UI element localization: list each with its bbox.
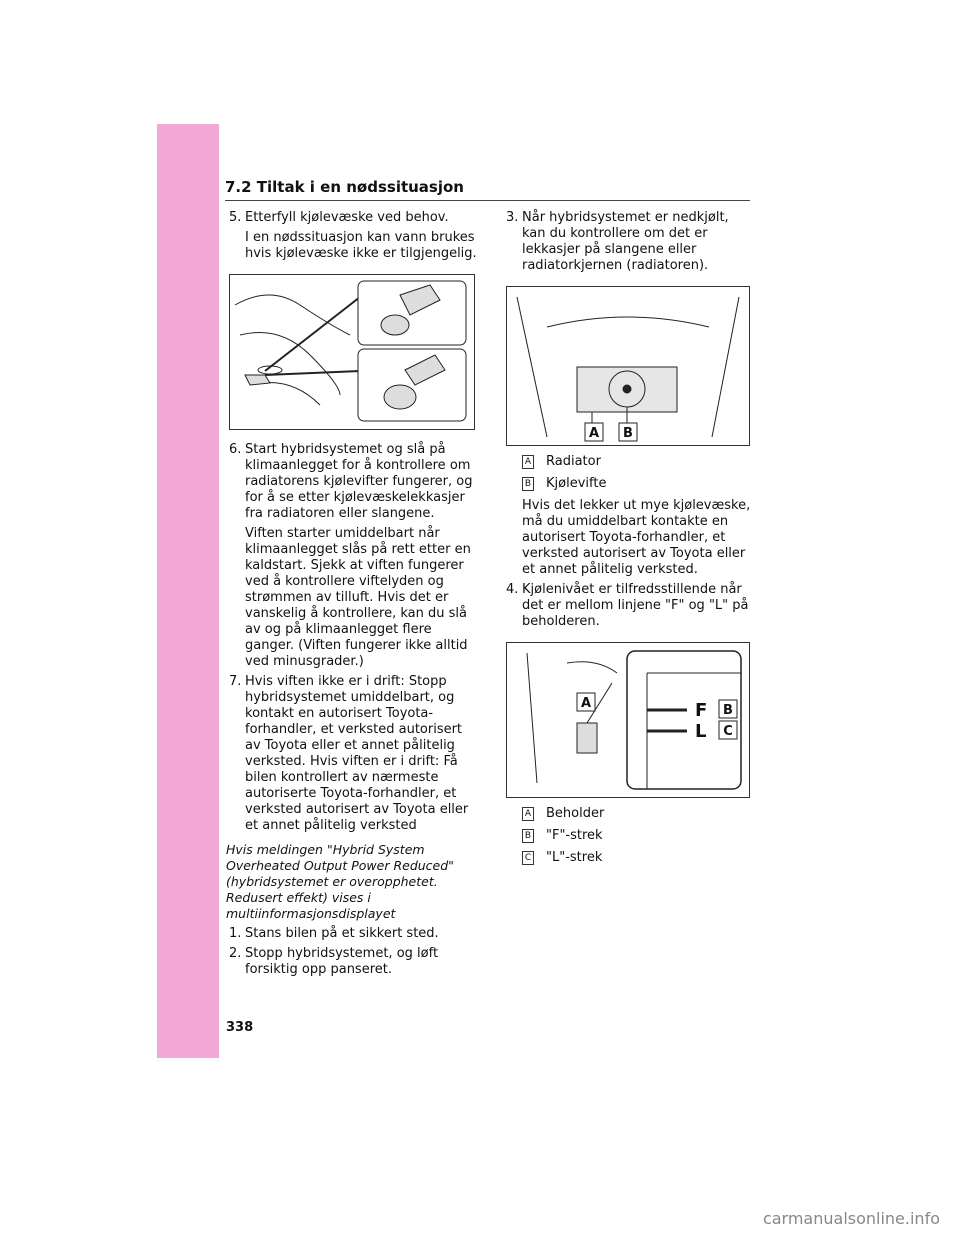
legend-l-line: C "L"-strek: [522, 850, 751, 866]
reservoir-label-a: [577, 693, 595, 711]
step-7: 7. Hvis viften ikke er i drift: Stopp hybridsystemet umiddelbart, og kontakt en autorisert Toyota-forhandler, et verksted autorisert av Toyota eller et annet pålitelig verksted. Hvis viften er i drift: Få bilen kontrollert av nærmeste autoriserte Toyota-forhandler, et verksted autorisert av Toyota eller et annet pålitelig verksted: [229, 674, 469, 833]
overheat-subheading: Hvis meldingen "Hybrid System Overheated Output Power Reduced" (hybridsystemet er overopphetet. Redusert effekt) vises i multiinformasjonsdisplayet: [226, 842, 454, 921]
radiator-figure: [506, 286, 750, 446]
legend-f-line: B "F"-strek: [522, 828, 751, 844]
svg-text:B: B: [623, 426, 633, 441]
svg-text:L: L: [695, 721, 707, 742]
legend-reservoir: A Beholder: [522, 806, 751, 822]
legend-radiator: A Radiator: [522, 454, 751, 470]
sub-step-2: 2. Stopp hybridsystemet, og løft forsiktig opp panseret.: [229, 946, 439, 977]
reservoir-illustration: [507, 643, 749, 797]
section-header: 7.2 Tiltak i en nødssituasjon: [225, 178, 750, 201]
coolant-fill-illustration: [230, 275, 474, 429]
radiator-label-a: [585, 423, 603, 441]
step-4: 4. Kjølenivået er tilfredsstillende når det er mellom linjene "F" og "L" på beholderen.: [506, 582, 749, 629]
radiator-label-b: [619, 423, 637, 441]
coolant-fill-figure: [229, 274, 475, 430]
svg-text:A: A: [588, 426, 600, 441]
step-5: 5. Etterfyll kjølevæske ved behov.: [229, 210, 449, 225]
step-6: 6. Start hybridsystemet og slå på klimaanlegget for å kontrollere om radiatorens kjølevifter fungerer, og for å se etter kjølevæskelekkasjer fra radiatoren eller slangene.: [229, 442, 473, 521]
left-column: [226, 210, 481, 982]
sub-step-1: 1. Stans bilen på et sikkert sted.: [229, 926, 439, 941]
leak-note: Hvis det lekker ut mye kjølevæske, må du umiddelbart kontakte en autorisert Toyota-forhandler, et verksted autorisert av Toyota eller et annet pålitelig verksted.: [522, 498, 751, 577]
watermark: carmanualsonline.info: [762, 1209, 940, 1228]
right-column: [506, 210, 751, 872]
chapter-tab: [157, 124, 219, 1058]
step-5-note: I en nødssituasjon kan vann brukes hvis kjølevæske ikke er tilgjengelig.: [245, 230, 477, 261]
step-3: 3. Når hybridsystemet er nedkjølt, kan du kontrollere om det er lekkasjer på slangene eller radiatorkjernen (radiatoren).: [506, 210, 729, 273]
reservoir-figure: [506, 642, 750, 798]
svg-text:A: A: [580, 696, 592, 711]
step-6-note: Viften starter umiddelbart når klimaanlegget slås på rett etter en kaldstart. Sjekk at viften fungerer ved å kontrollere viftelyden og strømmen av tilluft. Hvis det er vanskelig å kontrollere, kan du slå av og på klimaanlegget flere ganger. (Viften fungerer ikke alltid ved minusgrader.): [245, 526, 471, 669]
reservoir-label-c: [719, 721, 737, 739]
svg-text:F: F: [695, 700, 708, 721]
reservoir-label-b: [719, 700, 737, 718]
svg-text:C: C: [723, 724, 733, 739]
radiator-illustration: [507, 287, 749, 445]
svg-text:B: B: [723, 703, 733, 718]
page-number: 338: [226, 1020, 254, 1035]
legend-cooling-fan: B Kjølevifte: [522, 476, 751, 492]
